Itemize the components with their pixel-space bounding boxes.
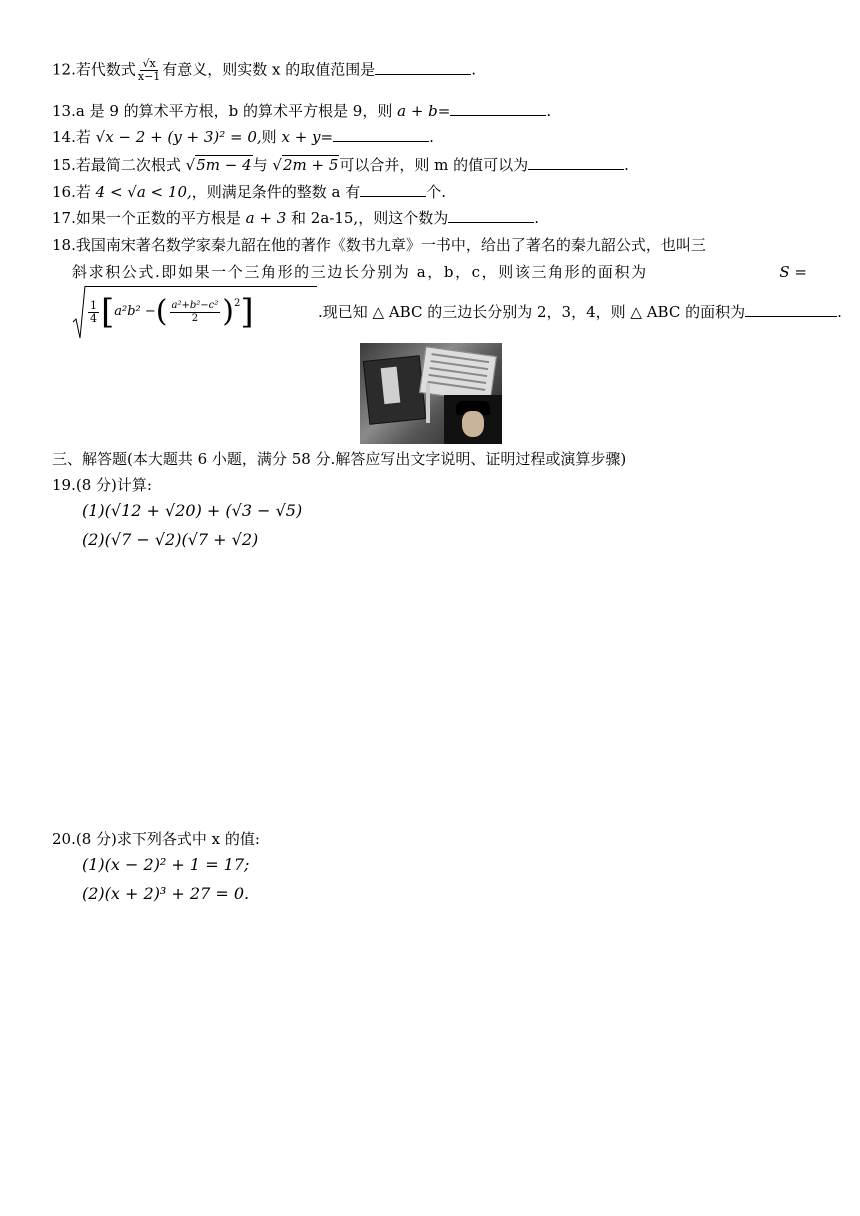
question-20-part-2: (2)(x + 2)³ + 27 = 0.: [82, 884, 250, 903]
q15-prefix: 15.若最简二次根式: [52, 156, 181, 174]
q14-math2: x + y=: [281, 128, 334, 146]
q16-math: 4 < √a < 10,: [95, 183, 192, 201]
question-20-part-1: (1)(x − 2)² + 1 = 17;: [82, 855, 250, 874]
q16-suffix: ，则满足条件的整数 a 有: [191, 183, 361, 201]
question-19-part-2: (2)(√7 − √2)(√7 + √2): [82, 530, 259, 549]
q16-prefix: 16.若: [52, 183, 91, 201]
q15-suffix: 可以合并，则 m 的值可以为: [339, 156, 529, 174]
q16-unit: 个.: [426, 183, 447, 201]
q13-end: .: [546, 102, 552, 120]
question-18-line-1: 18.我国南宋著名数学家秦九韶在他的著作《数书九章》一书中，给出了著名的秦九韶公式，也叫三: [52, 236, 706, 254]
question-17: [52, 208, 539, 228]
q18-inner-fraction: [170, 300, 221, 325]
q18-quarter-den: 4: [90, 311, 97, 325]
q17-math: a + 3: [245, 209, 287, 227]
question-12: [52, 58, 476, 83]
q18-inner-den: 2: [191, 312, 199, 324]
q15-radicand-1: 5m − 4: [196, 156, 252, 174]
q18-radical-overline: [85, 286, 317, 287]
q12-frac-den: x−1: [137, 70, 161, 83]
q18-formula-body: [86, 292, 254, 332]
q12-suffix: 有意义，则实数 x 的取值范围是: [162, 60, 376, 79]
q18-a2b2: a²b² −: [114, 304, 156, 319]
q17-end: .: [534, 209, 539, 227]
section-3-heading: 三、解答题(本大题共 6 小题，满分 58 分.解答应写出文字说明、证明过程或演算步骤): [52, 450, 627, 468]
q18-line3: [318, 302, 842, 322]
question-18-line-2: [72, 262, 807, 282]
q18-paren-exp: 2: [233, 298, 241, 309]
book-cover: [363, 355, 426, 425]
q17-mid: 和 2a-15,，则这个数为: [291, 209, 449, 227]
q14-prefix: 14.若: [52, 128, 91, 146]
question-20-heading: 20.(8 分)求下列各式中 x 的值:: [52, 830, 260, 848]
question-14: [52, 127, 434, 147]
q18-paren-right: ): [222, 294, 234, 329]
q13-math: a + b=: [397, 102, 451, 120]
q18-end: .: [837, 303, 842, 321]
q18-line2-text: 斜求积公式.即如果一个三角形的三边长分别为 a，b，c，则该三角形的面积为: [72, 263, 648, 281]
q18-S: S =: [779, 263, 807, 281]
q12-frac-num: √x: [142, 57, 156, 70]
q15-radicand-2: 2m + 5: [282, 156, 339, 174]
q15-answer-blank[interactable]: [528, 155, 624, 170]
q16-answer-blank[interactable]: [360, 182, 426, 197]
q12-prefix: 12.若代数式: [52, 60, 136, 79]
q18-paren-left: (: [155, 294, 168, 329]
question-16: [52, 182, 446, 202]
q15-end: .: [624, 156, 629, 174]
q15-radical-2: √2m + 5: [272, 156, 339, 174]
q14-answer-blank[interactable]: [333, 127, 429, 142]
q18-line3-text: .现已知 △ ABC 的三边长分别为 2，3，4，则 △ ABC 的面积为: [318, 303, 746, 321]
q18-bracket-left: [: [101, 292, 115, 332]
q17-answer-blank[interactable]: [448, 208, 534, 223]
q18-answer-blank[interactable]: [745, 302, 837, 317]
q12-fraction: [138, 58, 160, 83]
q15-radical-1: √5m − 4: [185, 156, 252, 174]
q18-big-radical-sign: [72, 286, 86, 340]
portrait-qin-jiushao: [444, 395, 502, 444]
portrait-caption: [426, 383, 430, 423]
question-15: [52, 155, 629, 175]
q13-answer-blank[interactable]: [450, 101, 546, 116]
q18-inner-num: a²+b²−c²: [171, 299, 219, 311]
q13-text: 13.a 是 9 的算术平方根，b 的算术平方根是 9，则: [52, 102, 393, 120]
question-19-part-1: (1)(√12 + √20) + (√3 − √5): [82, 501, 303, 520]
question-13: [52, 101, 551, 121]
q12-end: .: [471, 60, 477, 79]
q12-answer-blank[interactable]: [375, 60, 471, 75]
q14-mid: 则: [261, 128, 277, 146]
q14-end: .: [429, 128, 434, 146]
q18-quarter-num: 1: [90, 298, 97, 312]
question-19-heading: 19.(8 分)计算:: [52, 476, 152, 494]
q18-bracket-right: ]: [240, 292, 254, 332]
q15-mid: 与: [252, 156, 268, 174]
q17-prefix: 17.如果一个正数的平方根是: [52, 209, 241, 227]
q18-quarter: [88, 300, 99, 325]
q14-math: √x − 2 + (y + 3)² = 0,: [95, 128, 262, 146]
qin-jiushao-book-photo: [360, 343, 502, 444]
